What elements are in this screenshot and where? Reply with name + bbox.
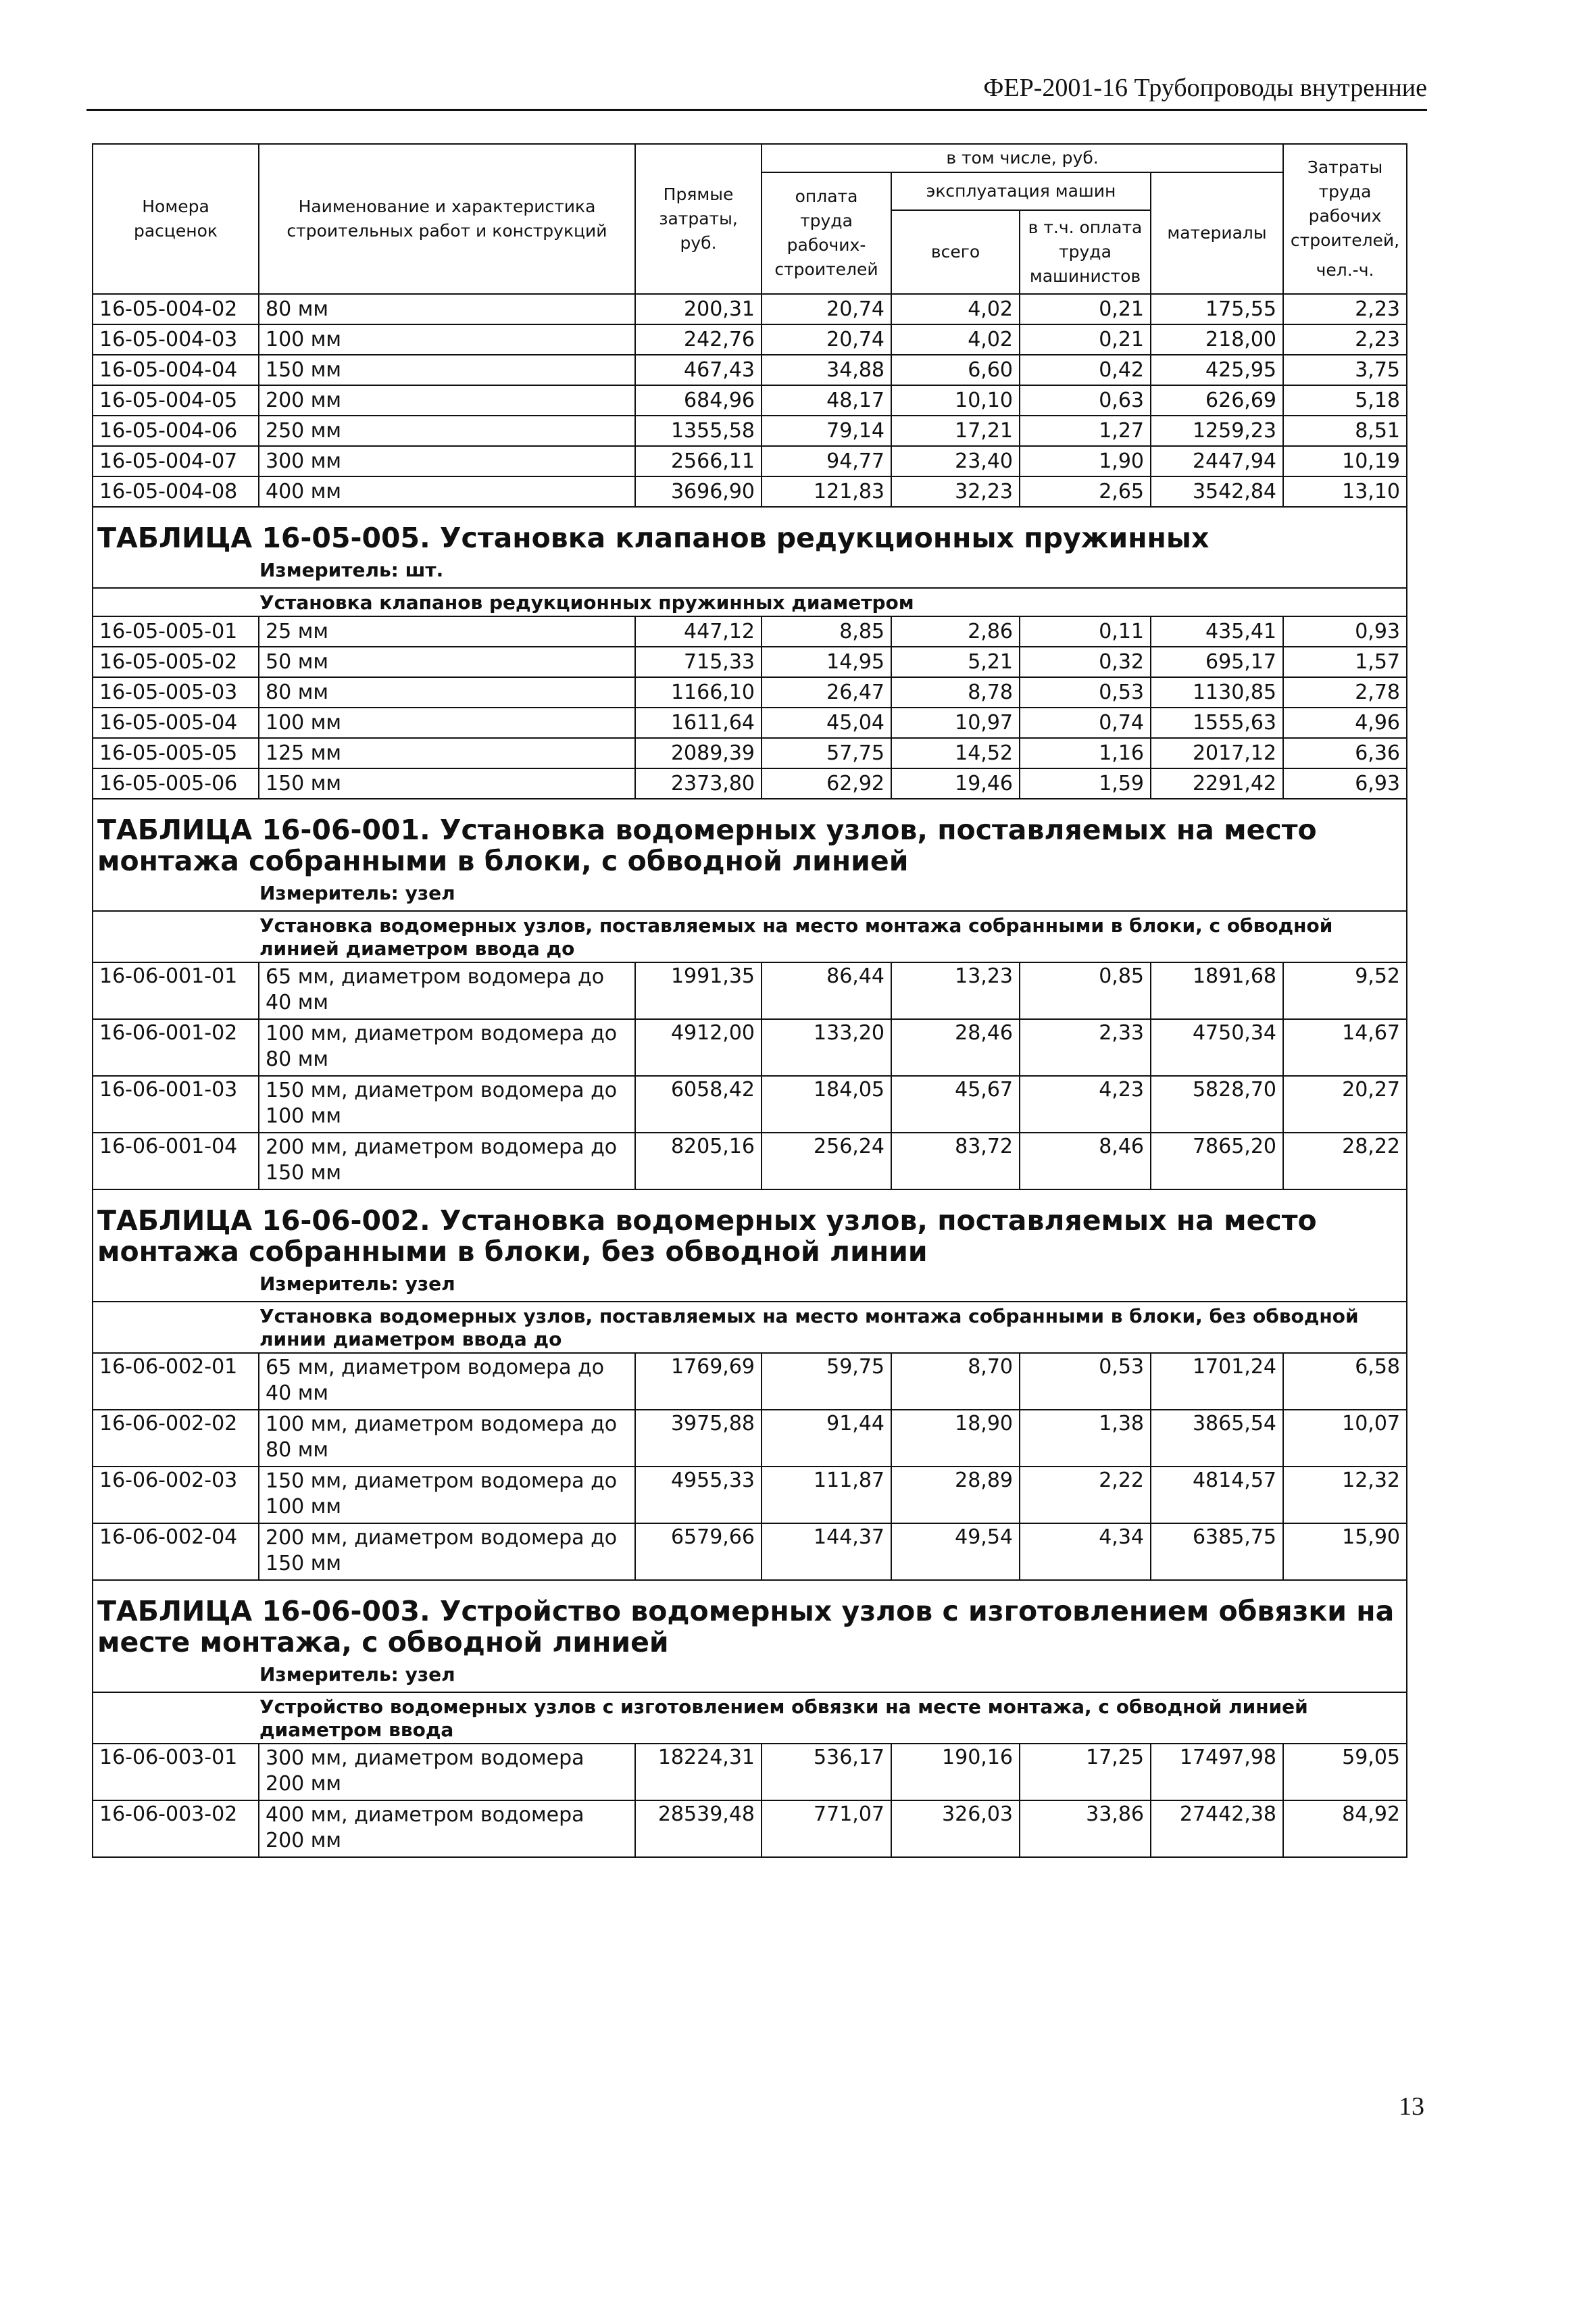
cell-machines: 10,10 — [891, 385, 1020, 416]
cell-machines: 190,16 — [891, 1744, 1020, 1800]
group-subheading: Установка водомерных узлов, поставляемых на место монтажа собранными в блоки, без обводной линии диаметром ввода до — [93, 1302, 1407, 1353]
cell-direct: 28539,48 — [635, 1800, 762, 1857]
cell-machines: 45,67 — [891, 1076, 1020, 1133]
cell-labor: 94,77 — [762, 446, 891, 476]
cell-machinists: 17,25 — [1020, 1744, 1151, 1800]
col-header-machines-group: эксплуатация машин — [891, 172, 1151, 210]
cell-labor: 45,04 — [762, 708, 891, 738]
col-header-hours — [1283, 144, 1407, 294]
cell-machines: 83,72 — [891, 1133, 1020, 1189]
group-subheading: Установка водомерных узлов, поставляемых на место монтажа собранными в блоки, с обводной линией диаметром ввода до — [93, 911, 1407, 962]
table-row — [93, 1353, 1407, 1410]
cell-machines: 8,70 — [891, 1353, 1020, 1410]
cell-direct: 18224,31 — [635, 1744, 762, 1800]
table-title: ТАБЛИЦА 16-06-003. Устройство водомерных узлов с изготовлением обвязки на месте монтажа, с обводной линией — [93, 1580, 1407, 1658]
cell-labor: 8,85 — [762, 616, 891, 647]
cell-materials: 695,17 — [1151, 647, 1283, 677]
cell-materials: 3542,84 — [1151, 476, 1283, 507]
cell-code: 16-06-001-04 — [93, 1133, 259, 1189]
col-header-hours-unit: чел.-ч. — [1316, 260, 1374, 280]
table-row — [93, 647, 1407, 677]
cell-name: 400 мм, диаметром водомера 200 мм — [259, 1800, 635, 1857]
cell-direct: 1611,64 — [635, 708, 762, 738]
col-header-hours-main: Затраты труда рабочих строителей, — [1290, 157, 1400, 250]
unit-of-measure: Измеритель: узел — [93, 1658, 1407, 1692]
cell-machinists: 1,59 — [1020, 768, 1151, 799]
table-row — [93, 616, 1407, 647]
table-row — [93, 962, 1407, 1019]
cell-hours: 28,22 — [1283, 1133, 1407, 1189]
cell-hours: 5,18 — [1283, 385, 1407, 416]
cell-labor: 121,83 — [762, 476, 891, 507]
cell-direct: 1166,10 — [635, 677, 762, 708]
cell-name: 300 мм, диаметром водомера 200 мм — [259, 1744, 635, 1800]
cell-labor: 771,07 — [762, 1800, 891, 1857]
cell-machinists: 0,74 — [1020, 708, 1151, 738]
cell-code: 16-06-002-04 — [93, 1523, 259, 1580]
cell-materials: 5828,70 — [1151, 1076, 1283, 1133]
cell-hours: 12,32 — [1283, 1467, 1407, 1523]
cell-machinists: 2,33 — [1020, 1019, 1151, 1076]
unit-of-measure: Измеритель: узел — [93, 877, 1407, 911]
cell-name: 65 мм, диаметром водомера до 40 мм — [259, 1353, 635, 1410]
cell-hours: 6,36 — [1283, 738, 1407, 768]
cell-labor: 48,17 — [762, 385, 891, 416]
cell-machinists: 0,32 — [1020, 647, 1151, 677]
cell-materials: 2447,94 — [1151, 446, 1283, 476]
cell-name: 25 мм — [259, 616, 635, 647]
cell-machinists: 2,22 — [1020, 1467, 1151, 1523]
table-row — [93, 1410, 1407, 1467]
section-title-row — [93, 1189, 1407, 1267]
cell-machines: 13,23 — [891, 962, 1020, 1019]
cell-machinists: 33,86 — [1020, 1800, 1151, 1857]
cell-machinists: 2,65 — [1020, 476, 1151, 507]
meter-row — [93, 1658, 1407, 1692]
cell-materials: 435,41 — [1151, 616, 1283, 647]
cell-labor: 184,05 — [762, 1076, 891, 1133]
cell-hours: 4,96 — [1283, 708, 1407, 738]
cell-machinists: 0,42 — [1020, 355, 1151, 385]
col-header-materials: материалы — [1151, 172, 1283, 294]
cell-hours: 15,90 — [1283, 1523, 1407, 1580]
cell-code: 16-06-001-02 — [93, 1019, 259, 1076]
table-row — [93, 385, 1407, 416]
table-title: ТАБЛИЦА 16-05-005. Установка клапанов редукционных пружинных — [93, 507, 1407, 553]
cell-hours: 6,93 — [1283, 768, 1407, 799]
cell-materials: 27442,38 — [1151, 1800, 1283, 1857]
header-row-1 — [93, 144, 1407, 172]
cell-materials: 2291,42 — [1151, 768, 1283, 799]
cell-machines: 4,02 — [891, 294, 1020, 324]
cell-machinists: 8,46 — [1020, 1133, 1151, 1189]
cell-code: 16-05-004-05 — [93, 385, 259, 416]
cell-direct: 2373,80 — [635, 768, 762, 799]
cell-machinists: 1,27 — [1020, 416, 1151, 446]
cell-name: 100 мм, диаметром водомера до 80 мм — [259, 1410, 635, 1467]
cell-code: 16-06-001-03 — [93, 1076, 259, 1133]
table-row — [93, 476, 1407, 507]
col-header-machinists: в т.ч. оплата труда машинистов — [1020, 210, 1151, 294]
table-row — [93, 1076, 1407, 1133]
cell-labor: 62,92 — [762, 768, 891, 799]
cell-direct: 8205,16 — [635, 1133, 762, 1189]
cell-hours: 8,51 — [1283, 416, 1407, 446]
cell-materials: 1555,63 — [1151, 708, 1283, 738]
cell-materials: 4750,34 — [1151, 1019, 1283, 1076]
cell-name: 150 мм, диаметром водомера до 100 мм — [259, 1467, 635, 1523]
cell-machines: 326,03 — [891, 1800, 1020, 1857]
cell-name: 400 мм — [259, 476, 635, 507]
cell-labor: 536,17 — [762, 1744, 891, 1800]
cell-code: 16-06-002-02 — [93, 1410, 259, 1467]
cell-direct: 200,31 — [635, 294, 762, 324]
cell-materials: 626,69 — [1151, 385, 1283, 416]
cell-code: 16-05-005-05 — [93, 738, 259, 768]
cell-direct: 3975,88 — [635, 1410, 762, 1467]
cell-code: 16-05-005-04 — [93, 708, 259, 738]
cell-hours: 59,05 — [1283, 1744, 1407, 1800]
cell-name: 150 мм — [259, 355, 635, 385]
cell-name: 200 мм, диаметром водомера до 150 мм — [259, 1523, 635, 1580]
cell-hours: 6,58 — [1283, 1353, 1407, 1410]
cell-machinists: 1,90 — [1020, 446, 1151, 476]
cell-code: 16-05-004-04 — [93, 355, 259, 385]
cell-name: 100 мм, диаметром водомера до 80 мм — [259, 1019, 635, 1076]
cell-materials: 3865,54 — [1151, 1410, 1283, 1467]
cell-code: 16-05-005-01 — [93, 616, 259, 647]
cell-code: 16-06-002-01 — [93, 1353, 259, 1410]
table-row — [93, 294, 1407, 324]
cell-direct: 684,96 — [635, 385, 762, 416]
cell-labor: 91,44 — [762, 1410, 891, 1467]
table-row — [93, 738, 1407, 768]
cell-direct: 4955,33 — [635, 1467, 762, 1523]
cell-code: 16-05-004-02 — [93, 294, 259, 324]
cell-code: 16-05-005-06 — [93, 768, 259, 799]
cell-code: 16-05-004-07 — [93, 446, 259, 476]
cell-materials: 1701,24 — [1151, 1353, 1283, 1410]
table-row — [93, 446, 1407, 476]
cell-direct: 6579,66 — [635, 1523, 762, 1580]
cell-machines: 14,52 — [891, 738, 1020, 768]
cell-code: 16-05-004-06 — [93, 416, 259, 446]
cell-machines: 32,23 — [891, 476, 1020, 507]
subheading-row — [93, 1302, 1407, 1353]
col-header-direct: Прямые затраты, руб. — [635, 144, 762, 294]
table-row — [93, 708, 1407, 738]
cell-machines: 28,46 — [891, 1019, 1020, 1076]
table-row — [93, 416, 1407, 446]
table-row — [93, 677, 1407, 708]
unit-of-measure: Измеритель: шт. — [93, 553, 1407, 588]
meter-row — [93, 877, 1407, 911]
cell-hours: 14,67 — [1283, 1019, 1407, 1076]
col-header-code: Номера расценок — [93, 144, 259, 294]
cell-name: 200 мм, диаметром водомера до 150 мм — [259, 1133, 635, 1189]
col-header-labor: оплата труда рабочих-строителей — [762, 172, 891, 294]
cell-direct: 1355,58 — [635, 416, 762, 446]
col-header-machines-total: всего — [891, 210, 1020, 294]
table-row — [93, 1800, 1407, 1857]
cell-direct: 2566,11 — [635, 446, 762, 476]
cell-direct: 447,12 — [635, 616, 762, 647]
cell-hours: 13,10 — [1283, 476, 1407, 507]
table-row — [93, 1467, 1407, 1523]
running-header: ФЕР-2001-16 Трубопроводы внутренние — [983, 74, 1427, 102]
meter-row — [93, 1267, 1407, 1302]
cell-machinists: 4,34 — [1020, 1523, 1151, 1580]
cell-labor: 86,44 — [762, 962, 891, 1019]
cell-direct: 467,43 — [635, 355, 762, 385]
unit-of-measure: Измеритель: узел — [93, 1267, 1407, 1302]
cell-name: 80 мм — [259, 677, 635, 708]
header-rule — [86, 109, 1427, 111]
col-header-name: Наименование и характеристика строительных работ и конструкций — [259, 144, 635, 294]
cell-hours: 84,92 — [1283, 1800, 1407, 1857]
cell-materials: 1130,85 — [1151, 677, 1283, 708]
cell-labor: 144,37 — [762, 1523, 891, 1580]
table-row — [93, 324, 1407, 355]
col-header-incl-group: в том числе, руб. — [762, 144, 1283, 172]
cell-name: 200 мм — [259, 385, 635, 416]
section-title-row — [93, 507, 1407, 553]
cell-machines: 4,02 — [891, 324, 1020, 355]
table-row — [93, 1744, 1407, 1800]
cell-labor: 20,74 — [762, 324, 891, 355]
cell-hours: 20,27 — [1283, 1076, 1407, 1133]
cell-machinists: 0,85 — [1020, 962, 1151, 1019]
cell-machinists: 0,53 — [1020, 1353, 1151, 1410]
cell-code: 16-05-005-02 — [93, 647, 259, 677]
cell-name: 250 мм — [259, 416, 635, 446]
cell-direct: 2089,39 — [635, 738, 762, 768]
cell-materials: 4814,57 — [1151, 1467, 1283, 1523]
cell-labor: 57,75 — [762, 738, 891, 768]
cell-machines: 18,90 — [891, 1410, 1020, 1467]
cell-labor: 14,95 — [762, 647, 891, 677]
cell-hours: 9,52 — [1283, 962, 1407, 1019]
cell-name: 150 мм — [259, 768, 635, 799]
subheading-row — [93, 911, 1407, 962]
cell-labor: 26,47 — [762, 677, 891, 708]
cell-name: 65 мм, диаметром водомера до 40 мм — [259, 962, 635, 1019]
cell-direct: 3696,90 — [635, 476, 762, 507]
cell-direct: 715,33 — [635, 647, 762, 677]
cell-code: 16-05-005-03 — [93, 677, 259, 708]
cell-hours: 0,93 — [1283, 616, 1407, 647]
meter-row — [93, 553, 1407, 588]
cell-code: 16-06-003-02 — [93, 1800, 259, 1857]
group-subheading: Установка клапанов редукционных пружинных диаметром — [93, 588, 1407, 616]
cell-direct: 1991,35 — [635, 962, 762, 1019]
cell-name: 100 мм — [259, 708, 635, 738]
cell-code: 16-06-003-01 — [93, 1744, 259, 1800]
cell-labor: 59,75 — [762, 1353, 891, 1410]
cell-materials: 2017,12 — [1151, 738, 1283, 768]
table-title: ТАБЛИЦА 16-06-002. Установка водомерных узлов, поставляемых на место монтажа собранными в блоки, без обводной линии — [93, 1189, 1407, 1267]
cell-machines: 8,78 — [891, 677, 1020, 708]
cell-machinists: 0,53 — [1020, 677, 1151, 708]
section-title-row — [93, 1580, 1407, 1658]
cell-direct: 1769,69 — [635, 1353, 762, 1410]
cell-direct: 4912,00 — [635, 1019, 762, 1076]
cell-machinists: 0,21 — [1020, 324, 1151, 355]
cell-machines: 19,46 — [891, 768, 1020, 799]
cell-name: 80 мм — [259, 294, 635, 324]
cell-hours: 3,75 — [1283, 355, 1407, 385]
cell-name: 50 мм — [259, 647, 635, 677]
cell-machinists: 0,11 — [1020, 616, 1151, 647]
cell-name: 125 мм — [259, 738, 635, 768]
cell-hours: 10,07 — [1283, 1410, 1407, 1467]
subheading-row — [93, 1692, 1407, 1744]
rates-table — [92, 143, 1407, 1858]
cell-labor: 133,20 — [762, 1019, 891, 1076]
cell-code: 16-06-001-01 — [93, 962, 259, 1019]
cell-materials: 425,95 — [1151, 355, 1283, 385]
cell-direct: 242,76 — [635, 324, 762, 355]
cell-machines: 49,54 — [891, 1523, 1020, 1580]
cell-hours: 1,57 — [1283, 647, 1407, 677]
cell-materials: 1891,68 — [1151, 962, 1283, 1019]
cell-machinists: 4,23 — [1020, 1076, 1151, 1133]
cell-materials: 218,00 — [1151, 324, 1283, 355]
cell-machinists: 0,63 — [1020, 385, 1151, 416]
cell-hours: 2,23 — [1283, 324, 1407, 355]
cell-hours: 2,23 — [1283, 294, 1407, 324]
cell-labor: 20,74 — [762, 294, 891, 324]
cell-labor: 79,14 — [762, 416, 891, 446]
cell-machinists: 1,16 — [1020, 738, 1151, 768]
cell-hours: 10,19 — [1283, 446, 1407, 476]
table-title: ТАБЛИЦА 16-06-001. Установка водомерных узлов, поставляемых на место монтажа собранными в блоки, с обводной линией — [93, 799, 1407, 877]
cell-name: 150 мм, диаметром водомера до 100 мм — [259, 1076, 635, 1133]
cell-machines: 23,40 — [891, 446, 1020, 476]
cell-materials: 6385,75 — [1151, 1523, 1283, 1580]
page-number: 13 — [1399, 2092, 1424, 2121]
table-row — [93, 355, 1407, 385]
cell-machines: 28,89 — [891, 1467, 1020, 1523]
group-subheading: Устройство водомерных узлов с изготовлением обвязки на месте монтажа, с обводной линией диаметром ввода — [93, 1692, 1407, 1744]
table-row — [93, 1523, 1407, 1580]
table-row — [93, 768, 1407, 799]
subheading-row — [93, 588, 1407, 616]
cell-labor: 111,87 — [762, 1467, 891, 1523]
cell-materials: 175,55 — [1151, 294, 1283, 324]
cell-machines: 10,97 — [891, 708, 1020, 738]
cell-code: 16-06-002-03 — [93, 1467, 259, 1523]
cell-labor: 256,24 — [762, 1133, 891, 1189]
cell-direct: 6058,42 — [635, 1076, 762, 1133]
cell-code: 16-05-004-08 — [93, 476, 259, 507]
cell-materials: 1259,23 — [1151, 416, 1283, 446]
cell-machinists: 0,21 — [1020, 294, 1151, 324]
cell-name: 100 мм — [259, 324, 635, 355]
cell-name: 300 мм — [259, 446, 635, 476]
cell-machines: 2,86 — [891, 616, 1020, 647]
cell-hours: 2,78 — [1283, 677, 1407, 708]
section-title-row — [93, 799, 1407, 877]
cell-machines: 6,60 — [891, 355, 1020, 385]
cell-materials: 17497,98 — [1151, 1744, 1283, 1800]
cell-code: 16-05-004-03 — [93, 324, 259, 355]
cell-machinists: 1,38 — [1020, 1410, 1151, 1467]
table-row — [93, 1133, 1407, 1189]
cell-machines: 5,21 — [891, 647, 1020, 677]
cell-materials: 7865,20 — [1151, 1133, 1283, 1189]
cell-labor: 34,88 — [762, 355, 891, 385]
cell-machines: 17,21 — [891, 416, 1020, 446]
table-row — [93, 1019, 1407, 1076]
